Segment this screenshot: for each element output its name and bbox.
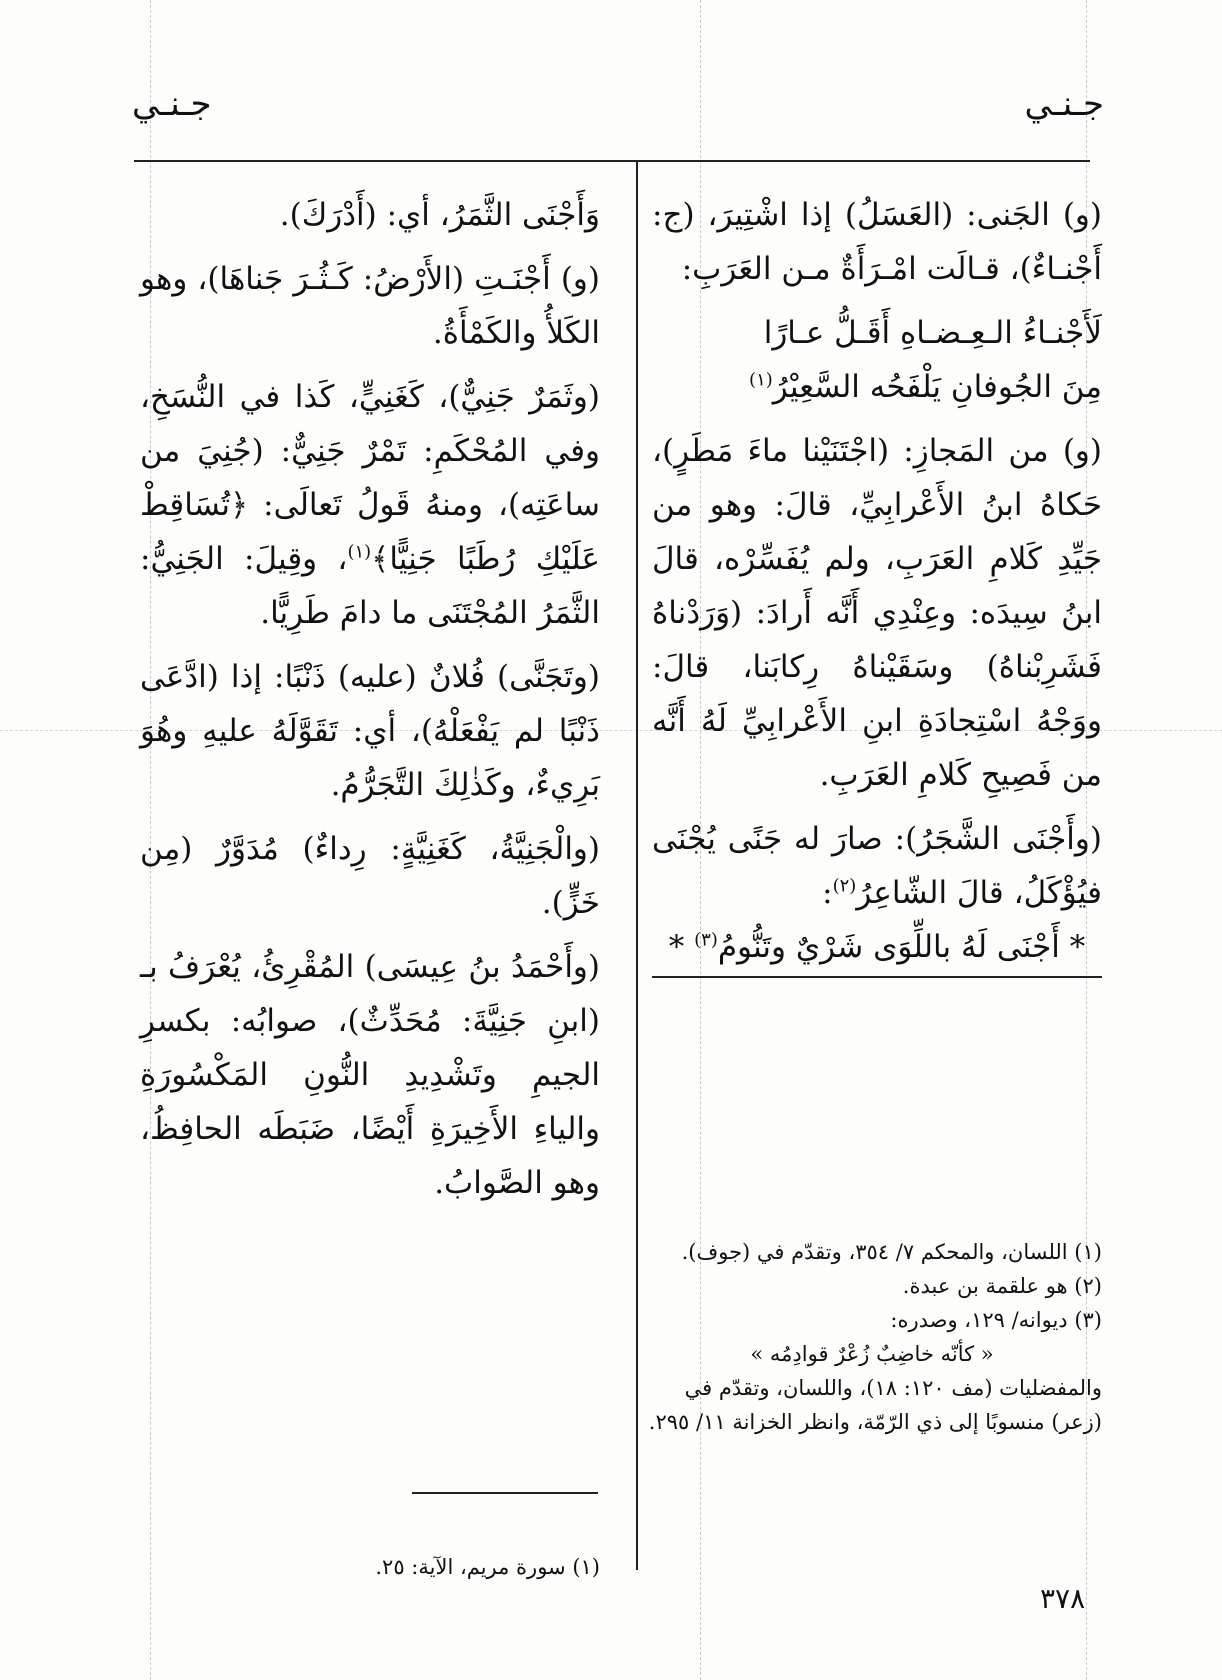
header-rule (134, 160, 1090, 162)
footnote: (٢) هو علقمة بن عبدة. (902, 1274, 1102, 1298)
footnote: والمفضليات (مف ١٢٠: ١٨)، واللسان، وتقدّم في (زعر) منسوبًا إلى ذي الرّمّة، وانظر الخزانة ١١/ ٢٩٥. (648, 1376, 1102, 1434)
footnote-ref: (٢) (832, 875, 857, 897)
footnote: (١) اللسان، والمحكم ٧/ ٣٥٤، وتقدّم في (جوف). (681, 1240, 1102, 1264)
footnote-ref: (٣) (694, 929, 718, 951)
entry-paragraph: (و) الجَنى: (العَسَلُ) إذا اشْتِيرَ، (ج: أَجْنـاءٌ)، قـالَت امْـرَأَةٌ مـن العَرَبِ: (652, 197, 1102, 287)
left-column (140, 188, 600, 1220)
entry-paragraph: وَأَجْنَى الثَّمَرُ، أي: (أَدْرَكَ). (279, 197, 600, 233)
entry-paragraph (140, 370, 600, 640)
footnote: (١) سورة مريم، الآية: ٢٥. (375, 1555, 600, 1579)
footnote-verse: « كأنّه خاضِبٌ زُعْرٌ قوادِمُه » (750, 1342, 994, 1366)
entry-paragraph: (و) من المَجازِ: (اجْتَنَيْنا ماءَ مَطَرٍ)، حَكاهُ ابنُ الأَعْرابِيِّ، قالَ: وهو من جَيِّدِ كَلامِ العَرَبِ، ولم يُفَسِّرْه، قالَ ابنُ سِيدَه: وعِنْدِي أَنَّه أَرادَ: (وَرَدْناهُ فَشَرِبْناهُ) وسَقَيْناهُ رِكابَنا، قالَ: ووَجْهُ اسْتِجادَةِ ابنِ الأَعْرابِيِّ لَهُ أَنَّه من فَصِيحِ كَلامِ العَرَبِ. (652, 433, 1102, 793)
footnotes-left (140, 1550, 600, 1584)
poem-verse: لَأَجْنـاءُ الـعِـضـاهِ أَقَـلُّ عـارًا (763, 315, 1102, 351)
verse-text: مِنَ الجُوفانِ يَلْفَحُه السَّعِيْرُ (772, 369, 1102, 405)
footnote-ref: (١) (347, 541, 372, 563)
entry-paragraph: (وتَجَنَّى) فُلانٌ (عليه) ذَنْبًا: إذا (ادَّعَى ذَنْبًا لم يَفْعَلْهُ)، أي: تَقَوَّلَهُ عليهِ وهُوَ بَرِيءٌ، وكَذٰلِكَ التَّجَرُّمُ. (140, 659, 600, 803)
footnote: (٣) ديوانه/ ١٢٩، وصدره: (890, 1308, 1102, 1332)
running-header-left: جـنـي (132, 84, 212, 124)
right-column (652, 188, 1102, 978)
footnote-ref: (١) (749, 369, 773, 391)
paragraph-text: (وثَمَرٌ جَنِيٌّ)، كَغَنِيٍّ، كَذا في النُّسَخِ، وفي المُحْكَمِ: تَمْرٌ جَنِيٌّ: (جُنِيَ من ساعَتِه)، ومنهُ قَولُ تَعالَى: ﴿تُسَاقِطْ عَلَيْكِ رُطَبًا جَنِيًّا﴾ (140, 379, 600, 577)
entry-paragraph: (و) أَجْنَـتِ (الأَرْضُ: كَـثُـرَ جَناهَا)، وهو الكَلأُ والكَمْأَةُ. (140, 261, 600, 351)
column-divider (636, 160, 638, 1570)
poem-verse (652, 920, 1102, 978)
footnote-rule (412, 1492, 598, 1494)
entry-paragraph: (وأَحْمَدُ بنُ عِيسَى) المُقْرِئُ، يُعْرَفُ بـ (ابنِ جَنِيَّةَ: مُحَدِّثٌ)، صوابُه: بكسرِ الجيمِ وتَشْدِيدِ النُّونِ المَكْسُورَةِ والياءِ الأَخِيرَةِ أَيْضًا، ضَبَطَه الحافِظُ، وهو الصَّوابُ. (140, 949, 600, 1201)
paragraph-text: (وأَجْنَى الشَّجَرُ): صارَ له جَنًى يُجْنَى فيُؤْكَلُ، قالَ الشّاعِرُ (652, 821, 1102, 911)
punctuation: : (822, 875, 833, 911)
verse-star: * (668, 929, 695, 965)
entry-paragraph: (والْجَنِيَّةُ، كَغَنِيَّةٍ: رِداءٌ) مُدَوَّرٌ (مِن خَزٍّ). (140, 831, 600, 921)
poem-verse (652, 360, 1102, 414)
page-number: ٣٧٨ (1040, 1582, 1086, 1615)
entry-paragraph (652, 812, 1102, 920)
paragraph-text: ، وقِيلَ: الجَنِيُّ: الثَّمَرُ المُجْتَنَى ما دامَ طَرِيًّا. (140, 541, 600, 631)
running-header-right: جـنـي (1024, 84, 1104, 124)
footnotes-right (642, 1235, 1102, 1439)
verse-text: * أَجْنَى لَهُ باللِّوَى شَرْيٌ وتَنُّومُ (717, 929, 1086, 965)
